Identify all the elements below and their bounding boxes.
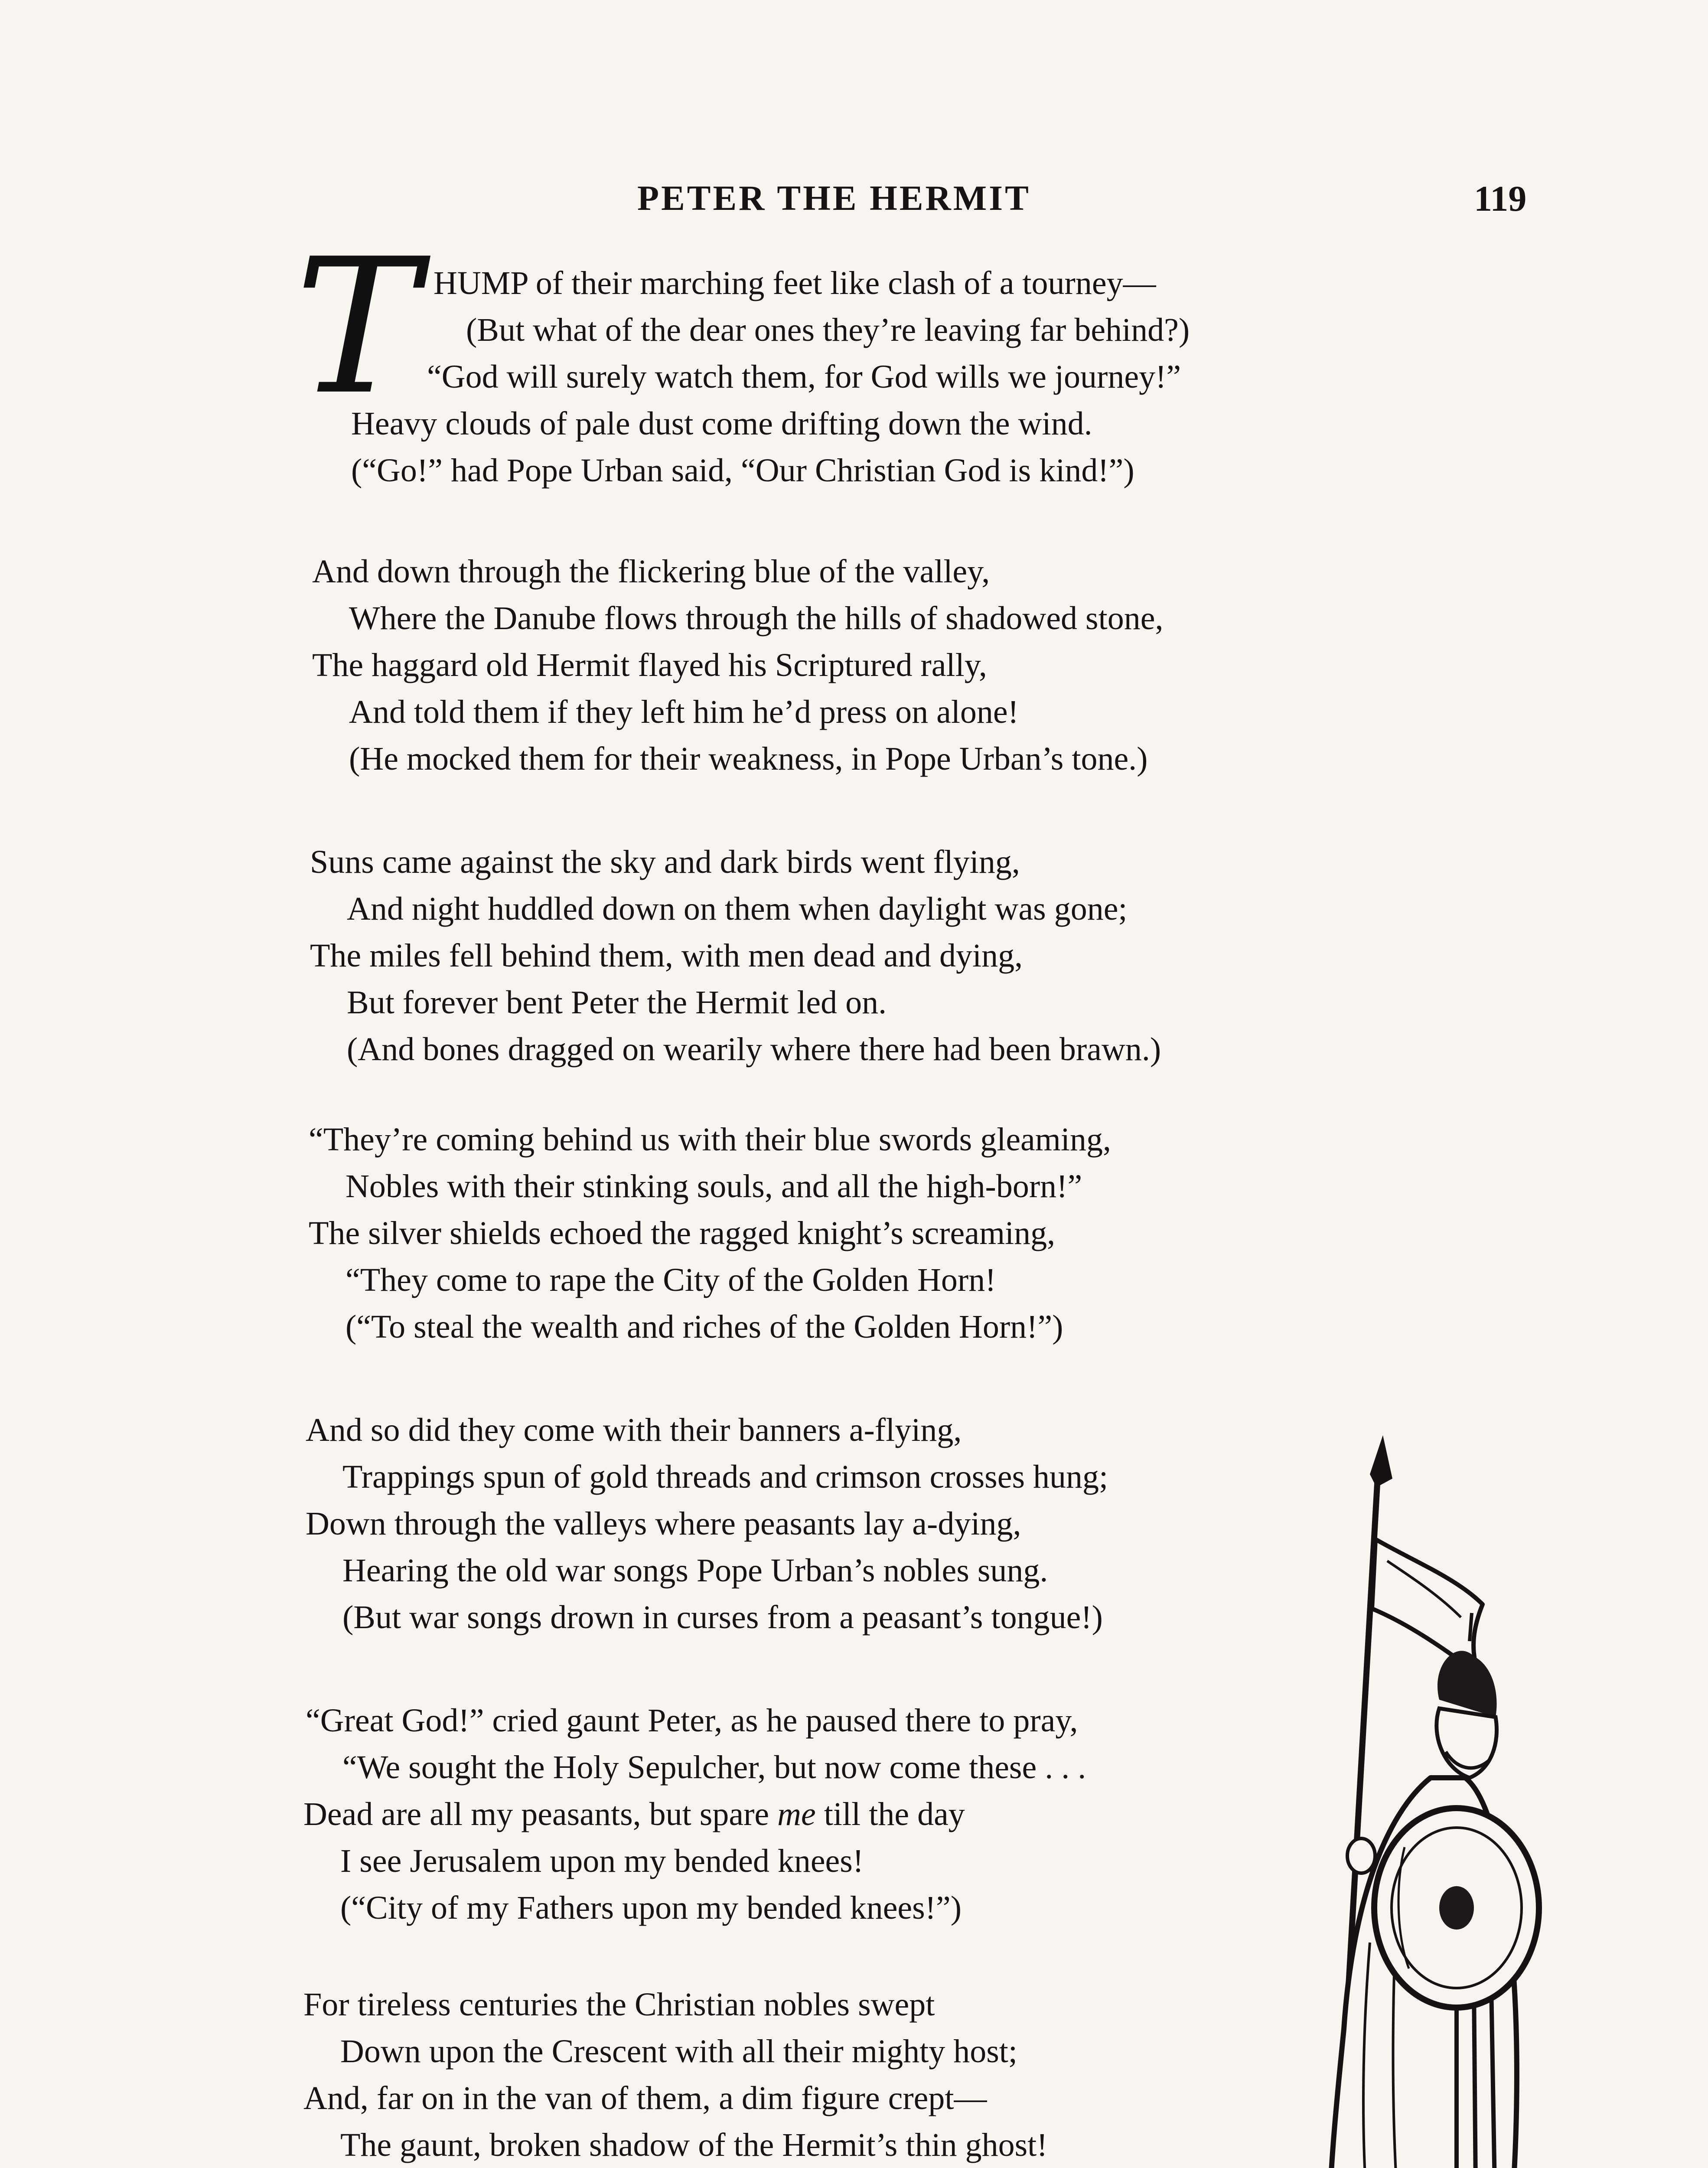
page-number: 119 (1474, 179, 1527, 219)
poem-line: I see Jerusalem upon my bended knees! (340, 1843, 864, 1879)
poem-line: And so did they come with their banners a-flying, (306, 1412, 962, 1448)
poem-line: Trappings spun of gold threads and crimson crosses hung; (342, 1459, 1108, 1495)
poem-line: Dead are all my peasants, but spare me till the day (303, 1796, 965, 1832)
poem-line: (But war songs drown in curses from a peasant’s tongue!) (342, 1599, 1103, 1636)
poem-line: The miles fell behind them, with men dead and dying, (310, 937, 1023, 974)
drop-cap: T (295, 219, 419, 436)
poem-line: Where the Danube flows through the hills of shadowed stone, (349, 600, 1164, 637)
page-title: PETER THE HERMIT (637, 178, 1031, 218)
poem-line: “They’re coming behind us with their blue swords gleaming, (309, 1121, 1112, 1158)
poem-line: For tireless centuries the Christian nobles swept (303, 1986, 935, 2023)
poem-line: (“Go!” had Pope Urban said, “Our Christian God is kind!”) (351, 452, 1134, 489)
poem-line: HUMP of their marching feet like clash of a tourney— (434, 265, 1156, 301)
poem-line: (“To steal the wealth and riches of the Golden Horn!”) (346, 1309, 1063, 1345)
poem-line: (He mocked them for their weakness, in Pope Urban’s tone.) (349, 741, 1148, 777)
poem-line: “Great God!” cried gaunt Peter, as he paused there to pray, (306, 1702, 1078, 1739)
poem-line: The silver shields echoed the ragged knight’s screaming, (309, 1215, 1056, 1251)
poem-line: (“City of my Fathers upon my bended knees!”) (340, 1890, 962, 1926)
poem-line: And down through the flickering blue of the valley, (312, 553, 990, 590)
poem-line: (But what of the dear ones they’re leaving far behind?) (466, 312, 1190, 348)
poem-line: “God will surely watch them, for God wills we journey!” (427, 359, 1181, 395)
poem-line: Nobles with their stinking souls, and all the high-born!” (346, 1168, 1082, 1205)
poem-line: Suns came against the sky and dark birds went flying, (310, 844, 1020, 880)
poem-line: And told them if they left him he’d press on alone! (349, 694, 1019, 730)
poem-line: Down upon the Crescent with all their mighty host; (340, 2033, 1018, 2070)
poem-line: And night huddled down on them when daylight was gone; (347, 891, 1128, 927)
poem-line: The gaunt, broken shadow of the Hermit’s thin ghost! (340, 2127, 1048, 2163)
emphasis: me (777, 1796, 816, 1832)
poem-line: And, far on in the van of them, a dim figure crept— (303, 2080, 987, 2116)
poem-line: Down through the valleys where peasants lay a-dying, (306, 1505, 1021, 1542)
poem-line: The haggard old Hermit flayed his Scriptured rally, (312, 647, 987, 683)
poem-line: Hearing the old war songs Pope Urban’s nobles sung. (342, 1552, 1048, 1589)
poem-line: But forever bent Peter the Hermit led on. (347, 984, 887, 1021)
knight-illustration (1127, 1422, 1552, 2168)
poem-line: “We sought the Holy Sepulcher, but now come these . . . (342, 1749, 1086, 1786)
poem-line: Heavy clouds of pale dust come drifting down the wind. (351, 405, 1092, 442)
poem-line: (And bones dragged on wearily where there had been brawn.) (347, 1031, 1161, 1068)
running-head (0, 178, 1708, 221)
poem-line: “They come to rape the City of the Golden Horn! (346, 1262, 996, 1298)
